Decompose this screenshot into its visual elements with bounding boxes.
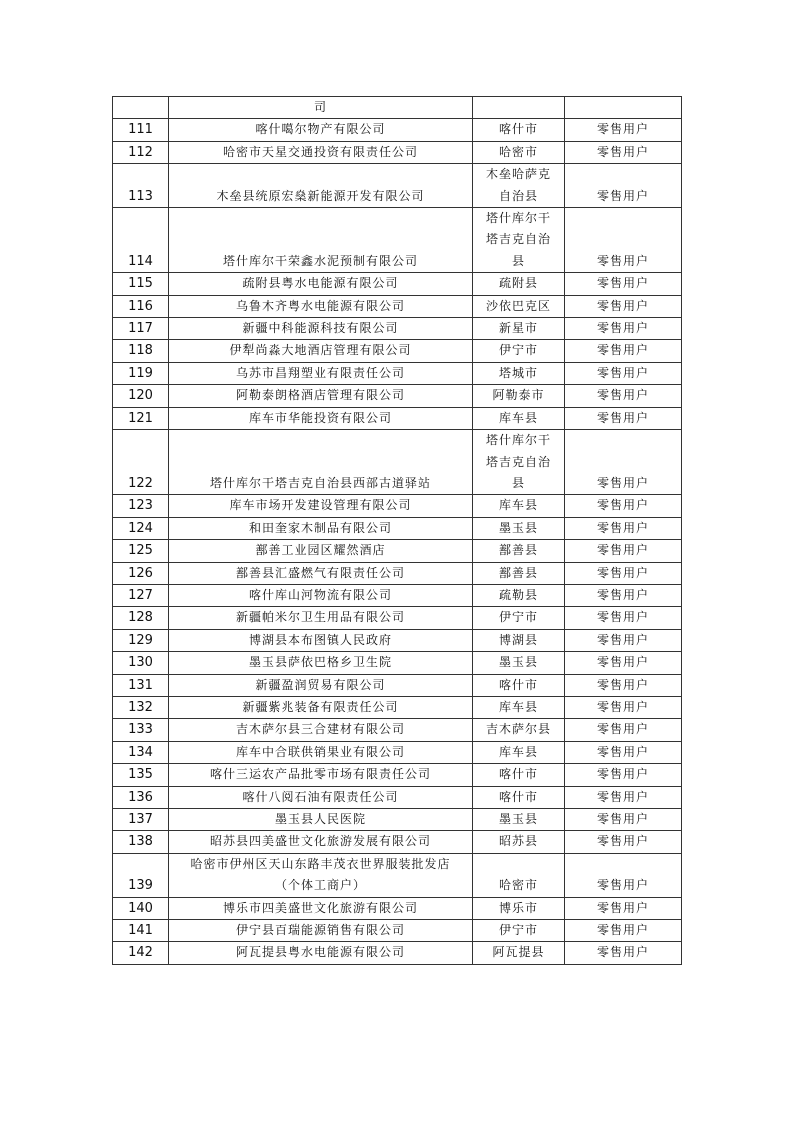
table-row — [113, 318, 682, 340]
customer-type: 零售用户 — [565, 318, 682, 340]
company-name-line: 哈密市伊州区天山东路丰茂衣世界服装批发店 — [190, 856, 451, 871]
region-cell: 库车县 — [473, 696, 565, 718]
company-name: 塔什库尔干塔吉克自治县西部古道驿站 — [169, 430, 473, 495]
table-row — [113, 208, 682, 273]
company-name: 塔什库尔干荣鑫水泥预制有限公司 — [169, 208, 473, 273]
row-number: 138 — [113, 831, 169, 853]
region-cell: 库车县 — [473, 495, 565, 517]
customer-type: 零售用户 — [565, 674, 682, 696]
region-cell: 伊宁市 — [473, 920, 565, 942]
table-row — [113, 629, 682, 651]
customer-type: 零售用户 — [565, 831, 682, 853]
table-row — [113, 495, 682, 517]
company-name: 新疆紫兆装备有限责任公司 — [169, 696, 473, 718]
table-row — [113, 340, 682, 362]
row-number: 127 — [113, 584, 169, 606]
region-cell: 鄯善县 — [473, 540, 565, 562]
customer-type: 零售用户 — [565, 920, 682, 942]
row-number: 114 — [113, 208, 169, 273]
customer-type: 零售用户 — [565, 295, 682, 317]
row-number: 112 — [113, 141, 169, 163]
region-cell: 喀什市 — [473, 674, 565, 696]
row-number: 123 — [113, 495, 169, 517]
row-number: 132 — [113, 696, 169, 718]
region-cell-line: 塔吉克自治 — [485, 454, 551, 469]
row-number: 113 — [113, 164, 169, 208]
table-row — [113, 696, 682, 718]
customer-type: 零售用户 — [565, 942, 682, 964]
region-cell: 沙依巴克区 — [473, 295, 565, 317]
table-row — [113, 362, 682, 384]
region-cell-line: 县 — [511, 475, 525, 490]
company-name: 伊宁县百瑞能源销售有限公司 — [169, 920, 473, 942]
region-cell: 喀什市 — [473, 786, 565, 808]
company-name: 阿勒泰朗格酒店管理有限公司 — [169, 385, 473, 407]
row-number: 130 — [113, 652, 169, 674]
region-cell: 喀什市 — [473, 764, 565, 786]
table-row — [113, 119, 682, 141]
customer-type: 零售用户 — [565, 652, 682, 674]
region-cell: 库车县 — [473, 407, 565, 429]
customer-type: 零售用户 — [565, 495, 682, 517]
region-cell-line: 塔什库尔干 — [485, 211, 551, 226]
table-row — [113, 652, 682, 674]
customer-type: 零售用户 — [565, 897, 682, 919]
customer-type: 零售用户 — [565, 208, 682, 273]
row-number: 124 — [113, 517, 169, 539]
customer-type: 零售用户 — [565, 562, 682, 584]
customer-type: 零售用户 — [565, 809, 682, 831]
table-row — [113, 584, 682, 606]
row-number: 118 — [113, 340, 169, 362]
customer-type: 零售用户 — [565, 164, 682, 208]
customer-type: 零售用户 — [565, 786, 682, 808]
region-cell-line: 自治县 — [498, 188, 538, 203]
region-cell: 新星市 — [473, 318, 565, 340]
row-number: 125 — [113, 540, 169, 562]
company-name: 喀什噶尔物产有限公司 — [169, 119, 473, 141]
row-number: 122 — [113, 430, 169, 495]
row-number: 115 — [113, 273, 169, 295]
customer-type: 零售用户 — [565, 741, 682, 763]
table-row — [113, 517, 682, 539]
table-row — [113, 764, 682, 786]
customer-type: 零售用户 — [565, 273, 682, 295]
company-name: 乌苏市昌翔塑业有限责任公司 — [169, 362, 473, 384]
table-row — [113, 164, 682, 208]
customer-type: 零售用户 — [565, 584, 682, 606]
company-name: 墨玉县人民医院 — [169, 809, 473, 831]
region-cell: 疏勒县 — [473, 584, 565, 606]
row-number: 133 — [113, 719, 169, 741]
region-cell: 阿勒泰市 — [473, 385, 565, 407]
table-row — [113, 607, 682, 629]
region-cell: 伊宁市 — [473, 340, 565, 362]
table-row — [113, 942, 682, 964]
row-number: 141 — [113, 920, 169, 942]
region-cell: 博湖县 — [473, 629, 565, 651]
company-name: 疏附县粤水电能源有限公司 — [169, 273, 473, 295]
customer-type: 零售用户 — [565, 540, 682, 562]
company-name: 新疆盈润贸易有限公司 — [169, 674, 473, 696]
row-number: 119 — [113, 362, 169, 384]
company-name: 墨玉县萨依巴格乡卫生院 — [169, 652, 473, 674]
row-number: 111 — [113, 119, 169, 141]
row-number: 128 — [113, 607, 169, 629]
company-name: 喀什八阅石油有限责任公司 — [169, 786, 473, 808]
company-name: 鄯善县汇盛燃气有限责任公司 — [169, 562, 473, 584]
table-row — [113, 897, 682, 919]
table-row — [113, 853, 682, 897]
region-cell: 塔城市 — [473, 362, 565, 384]
customer-type — [565, 97, 682, 119]
row-number: 117 — [113, 318, 169, 340]
row-number: 137 — [113, 809, 169, 831]
company-name: 乌鲁木齐粤水电能源有限公司 — [169, 295, 473, 317]
company-name: 博湖县本布图镇人民政府 — [169, 629, 473, 651]
region-cell: 疏附县 — [473, 273, 565, 295]
company-name: 新疆帕米尔卫生用品有限公司 — [169, 607, 473, 629]
table-row — [113, 674, 682, 696]
customer-type: 零售用户 — [565, 340, 682, 362]
company-name-line: （个体工商户） — [274, 878, 366, 893]
region-cell: 墨玉县 — [473, 809, 565, 831]
customer-table — [112, 96, 682, 965]
customer-type: 零售用户 — [565, 407, 682, 429]
table-row — [113, 719, 682, 741]
region-cell: 博乐市 — [473, 897, 565, 919]
region-cell: 伊宁市 — [473, 607, 565, 629]
row-number: 140 — [113, 897, 169, 919]
table-row — [113, 809, 682, 831]
row-number: 139 — [113, 853, 169, 897]
table-row — [113, 407, 682, 429]
table-row — [113, 562, 682, 584]
customer-type: 零售用户 — [565, 141, 682, 163]
region-cell: 墨玉县 — [473, 652, 565, 674]
table-row — [113, 385, 682, 407]
company-name: 司 — [169, 97, 473, 119]
region-cell: 墨玉县 — [473, 517, 565, 539]
region-cell-line: 塔什库尔干 — [485, 433, 551, 448]
row-number: 142 — [113, 942, 169, 964]
table-row — [113, 141, 682, 163]
row-number: 134 — [113, 741, 169, 763]
company-name: 阿瓦提县粤水电能源有限公司 — [169, 942, 473, 964]
region-cell: 阿瓦提县 — [473, 942, 565, 964]
table-row — [113, 741, 682, 763]
row-number: 121 — [113, 407, 169, 429]
company-name: 鄯善工业园区耀然酒店 — [169, 540, 473, 562]
customer-type: 零售用户 — [565, 764, 682, 786]
company-name: 博乐市四美盛世文化旅游有限公司 — [169, 897, 473, 919]
region-cell: 库车县 — [473, 741, 565, 763]
company-name: 喀什三运农产品批零市场有限责任公司 — [169, 764, 473, 786]
table-row — [113, 273, 682, 295]
company-name: 吉木萨尔县三合建材有限公司 — [169, 719, 473, 741]
region-cell-line: 县 — [511, 253, 525, 268]
table-row — [113, 786, 682, 808]
company-name: 新疆中科能源科技有限公司 — [169, 318, 473, 340]
table-row — [113, 295, 682, 317]
region-cell: 哈密市 — [473, 853, 565, 897]
company-name: 库车市场开发建设管理有限公司 — [169, 495, 473, 517]
customer-type: 零售用户 — [565, 362, 682, 384]
row-number — [113, 97, 169, 119]
region-cell — [473, 430, 565, 495]
table-row — [113, 97, 682, 119]
row-number: 129 — [113, 629, 169, 651]
row-number: 116 — [113, 295, 169, 317]
row-number: 120 — [113, 385, 169, 407]
table-row — [113, 430, 682, 495]
customer-type: 零售用户 — [565, 385, 682, 407]
region-cell: 吉木萨尔县 — [473, 719, 565, 741]
company-name: 喀什库山河物流有限公司 — [169, 584, 473, 606]
row-number: 136 — [113, 786, 169, 808]
region-cell: 鄯善县 — [473, 562, 565, 584]
customer-type: 零售用户 — [565, 517, 682, 539]
customer-type: 零售用户 — [565, 430, 682, 495]
company-name: 木垒县统原宏燊新能源开发有限公司 — [169, 164, 473, 208]
company-name: 库车市华能投资有限公司 — [169, 407, 473, 429]
table-row — [113, 920, 682, 942]
row-number: 126 — [113, 562, 169, 584]
company-name: 伊犁尚淼大地酒店管理有限公司 — [169, 340, 473, 362]
company-name: 和田奎家木制品有限公司 — [169, 517, 473, 539]
customer-type: 零售用户 — [565, 719, 682, 741]
region-cell-line: 塔吉克自治 — [485, 232, 551, 247]
table-row — [113, 831, 682, 853]
company-name — [169, 853, 473, 897]
region-cell — [473, 97, 565, 119]
company-name: 哈密市天星交通投资有限责任公司 — [169, 141, 473, 163]
region-cell: 喀什市 — [473, 119, 565, 141]
row-number: 131 — [113, 674, 169, 696]
region-cell-line: 木垒哈萨克 — [485, 167, 551, 182]
table-row — [113, 540, 682, 562]
customer-type: 零售用户 — [565, 629, 682, 651]
company-name: 昭苏县四美盛世文化旅游发展有限公司 — [169, 831, 473, 853]
region-cell: 昭苏县 — [473, 831, 565, 853]
customer-type: 零售用户 — [565, 119, 682, 141]
region-cell — [473, 164, 565, 208]
company-name: 库车中合联供销果业有限公司 — [169, 741, 473, 763]
region-cell: 哈密市 — [473, 141, 565, 163]
table-body — [113, 97, 682, 965]
region-cell — [473, 208, 565, 273]
customer-type: 零售用户 — [565, 853, 682, 897]
customer-type: 零售用户 — [565, 607, 682, 629]
customer-type: 零售用户 — [565, 696, 682, 718]
row-number: 135 — [113, 764, 169, 786]
